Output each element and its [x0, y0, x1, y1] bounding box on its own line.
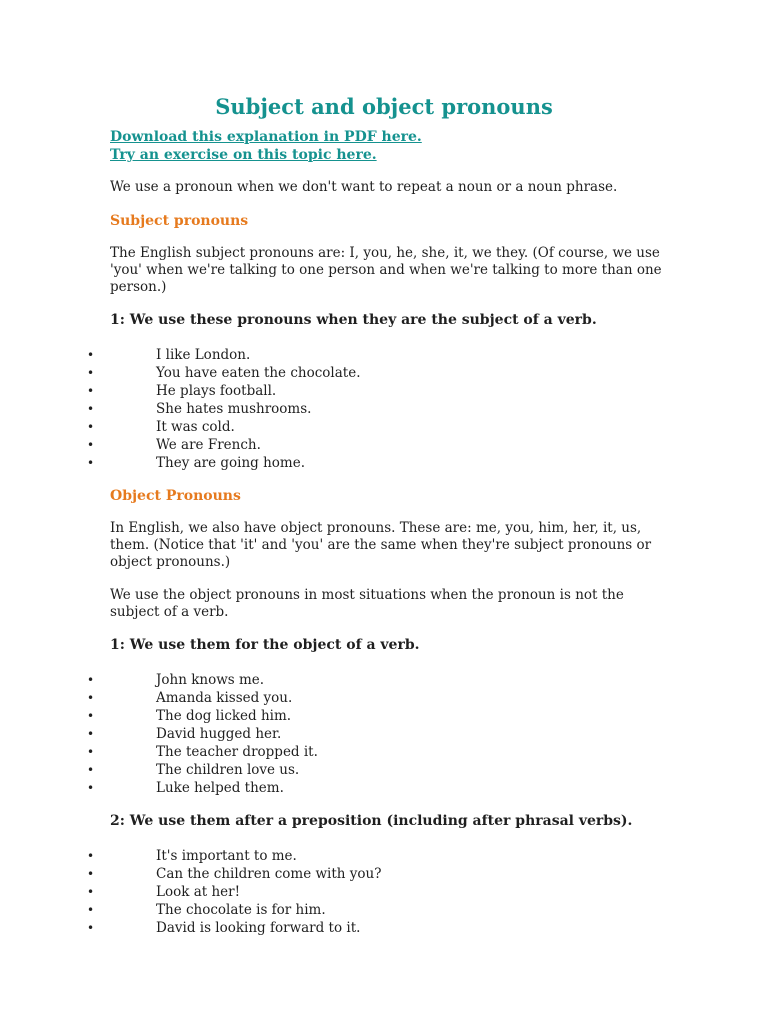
subject-rule-1: 1: We use these pronouns when they are the subject of a verb. — [110, 312, 597, 328]
subject-description-line: person.) — [110, 279, 167, 295]
subject-description-line: 'you' when we're talking to one person and when we're talking to more than one — [110, 262, 662, 278]
bullet-icon: • — [87, 763, 95, 777]
bullet-icon: • — [87, 348, 95, 362]
bullet-icon: • — [87, 438, 95, 452]
bullet-icon: • — [87, 781, 95, 795]
subject-description — [110, 245, 670, 296]
bullet-icon: • — [87, 867, 95, 881]
object-pronouns-heading: Object Pronouns — [110, 488, 241, 504]
bullet-icon: • — [87, 366, 95, 380]
bullet-icon: • — [87, 384, 95, 398]
subject-description-line: The English subject pronouns are: I, you, he, she, it, we they. (Of course, we use — [110, 245, 660, 261]
bullet-icon: • — [87, 420, 95, 434]
bullet-icon: • — [87, 727, 95, 741]
page-title: Subject and object pronouns — [215, 94, 553, 119]
object-description-line: In English, we also have object pronouns. These are: me, you, him, her, it, us, — [110, 520, 642, 536]
bullet-icon: • — [87, 456, 95, 470]
bullet-icon: • — [87, 885, 95, 899]
bullet-icon: • — [87, 709, 95, 723]
download-pdf-link[interactable]: Download this explanation in PDF here. — [110, 129, 422, 145]
document-page: Subject and object pronouns Download this explanation in PDF here. Try an exercise on this topic here. We use a pronoun when we don't want to repeat a noun or a noun phrase. Subject pronouns The English subject pronouns are: I, you, he, she, it, we they. (Of course, we use 'you' when we're talking to one person and when we're talking to more than one person.) 1: We use these pronouns when they are the subject of a verb. • I like London. • You have eaten the chocolate. • He plays football. • She hates mushrooms. • It was cold. • We are French. • They are going home. Object Pronouns In English, we also have object pronouns. These are: me, you, him, her, it, us, them. (Notice that 'it' and 'you' are the same when they're subject pronouns or object pronouns.) We use the object pronouns in most situations when the pronoun is not the subject of a verb. 1: We use them for the object of a verb. • John knows me. • Amanda kissed you. • The dog licked him. • David hugged her. • The teacher dropped it. • The children love us. • Luke helped them. 2: We use them after a preposition (including after phrasal verbs). • It's important to me. • Can the children come with you? • Look at her! • The chocolate is for him. • David is looking forward to it. — [0, 0, 768, 1024]
object-description-line: object pronouns.) — [110, 554, 231, 570]
bullet-icon: • — [87, 673, 95, 687]
subject-pronouns-heading: Subject pronouns — [110, 213, 249, 229]
object-usage — [110, 587, 670, 621]
intro-paragraph: We use a pronoun when we don't want to repeat a noun or a noun phrase. — [110, 179, 618, 195]
bullet-icon: • — [87, 903, 95, 917]
object-rule-1: 1: We use them for the object of a verb. — [110, 637, 420, 653]
object-description — [110, 520, 670, 571]
object-usage-line: subject of a verb. — [110, 604, 229, 620]
bullet-icon: • — [87, 691, 95, 705]
try-exercise-link[interactable]: Try an exercise on this topic here. — [110, 147, 377, 163]
bullet-icon: • — [87, 745, 95, 759]
object-rule-2: 2: We use them after a preposition (including after phrasal verbs). — [110, 813, 633, 829]
bullet-icon: • — [87, 402, 95, 416]
bullet-icon: • — [87, 849, 95, 863]
object-usage-line: We use the object pronouns in most situations when the pronoun is not the — [110, 587, 624, 603]
bullet-icon: • — [87, 921, 95, 935]
object-description-line: them. (Notice that 'it' and 'you' are the same when they're subject pronouns or — [110, 537, 652, 553]
